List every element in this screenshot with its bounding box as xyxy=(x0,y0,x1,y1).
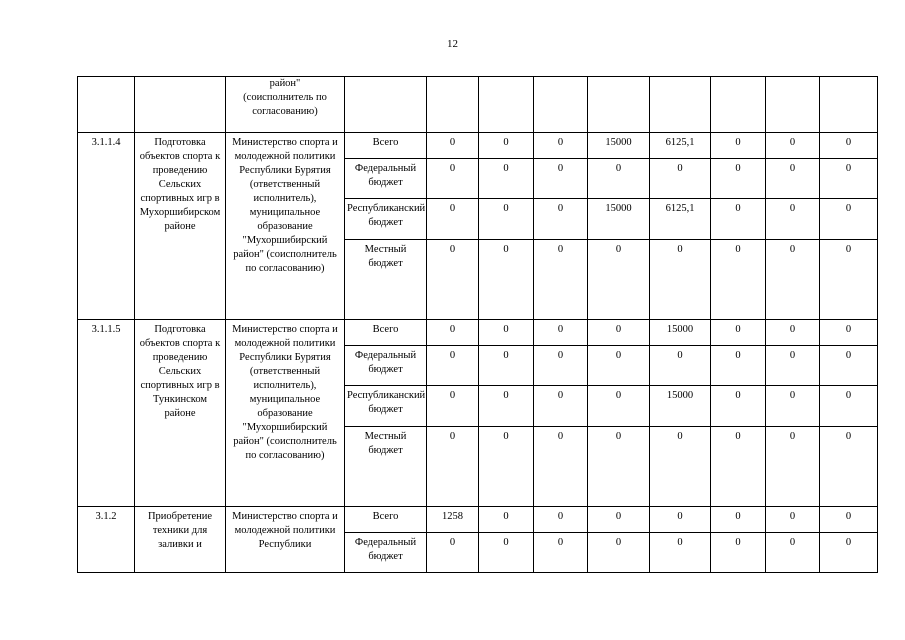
value-cell: 0 xyxy=(479,240,534,320)
measure-id-cell: 3.1.2 xyxy=(78,507,135,573)
value-cell: 0 xyxy=(534,533,588,573)
value-cell: 0 xyxy=(820,427,878,507)
table-row xyxy=(78,320,878,346)
value-cell: 0 xyxy=(534,346,588,386)
cont-id-cell xyxy=(78,77,135,133)
value-cell: 0 xyxy=(766,240,820,320)
cont-value-cell xyxy=(427,77,479,133)
value-cell: 0 xyxy=(650,507,711,533)
cont-value-cell xyxy=(479,77,534,133)
value-cell: 0 xyxy=(427,533,479,573)
funding-source-cell: Федеральный бюджет xyxy=(345,159,427,199)
measure-id-cell: 3.1.1.5 xyxy=(78,320,135,507)
value-cell: 0 xyxy=(820,386,878,427)
value-cell: 6125,1 xyxy=(650,133,711,159)
page-number: 12 xyxy=(447,38,458,50)
cont-name-cell xyxy=(135,77,226,133)
value-cell: 0 xyxy=(711,346,766,386)
value-cell: 0 xyxy=(534,507,588,533)
value-cell: 0 xyxy=(534,240,588,320)
table-row xyxy=(78,133,878,159)
value-cell: 0 xyxy=(711,240,766,320)
measure-name-cell: Приобретение техники для заливки и xyxy=(135,507,226,573)
value-cell: 0 xyxy=(711,507,766,533)
value-cell: 0 xyxy=(820,199,878,240)
value-cell: 0 xyxy=(766,320,820,346)
value-cell: 0 xyxy=(534,320,588,346)
funding-source-cell: Федеральный бюджет xyxy=(345,533,427,573)
funding-source-cell: Республиканский бюджет xyxy=(345,199,427,240)
value-cell: 0 xyxy=(820,133,878,159)
value-cell: 15000 xyxy=(650,320,711,346)
value-cell: 0 xyxy=(588,240,650,320)
value-cell: 0 xyxy=(820,320,878,346)
value-cell: 0 xyxy=(766,346,820,386)
value-cell: 0 xyxy=(427,320,479,346)
funding-source-cell: Всего xyxy=(345,320,427,346)
funding-source-cell: Местный бюджет xyxy=(345,240,427,320)
value-cell: 0 xyxy=(479,320,534,346)
value-cell: 0 xyxy=(766,159,820,199)
value-cell: 1258 xyxy=(427,507,479,533)
value-cell: 0 xyxy=(650,533,711,573)
value-cell: 0 xyxy=(820,533,878,573)
measure-name-cell: Подготовка объектов спорта к проведению Сельских спортивных игр в Тункинском районе xyxy=(135,320,226,507)
funding-source-cell: Республиканский бюджет xyxy=(345,386,427,427)
value-cell: 0 xyxy=(588,507,650,533)
cont-value-cell xyxy=(534,77,588,133)
value-cell: 0 xyxy=(766,427,820,507)
value-cell: 0 xyxy=(766,199,820,240)
value-cell: 0 xyxy=(588,386,650,427)
value-cell: 0 xyxy=(650,346,711,386)
value-cell: 0 xyxy=(820,159,878,199)
value-cell: 0 xyxy=(588,346,650,386)
value-cell: 0 xyxy=(650,159,711,199)
value-cell: 0 xyxy=(820,507,878,533)
value-cell: 0 xyxy=(534,386,588,427)
value-cell: 0 xyxy=(479,533,534,573)
executor-cell: Министерство спорта и молодежной политики Республики Бурятия (ответственный исполнитель), муниципальное образование "Мухоршибирский район" (соисполнитель по согласованию) xyxy=(226,320,345,507)
table-row xyxy=(78,507,878,533)
table-body xyxy=(78,77,878,573)
cont-executor-cell: район" (соисполнитель по согласованию) xyxy=(226,77,345,133)
cont-value-cell xyxy=(711,77,766,133)
cont-value-cell xyxy=(650,77,711,133)
value-cell: 0 xyxy=(427,199,479,240)
value-cell: 0 xyxy=(766,386,820,427)
value-cell: 0 xyxy=(820,346,878,386)
value-cell: 0 xyxy=(711,533,766,573)
value-cell: 15000 xyxy=(588,133,650,159)
value-cell: 0 xyxy=(711,133,766,159)
value-cell: 0 xyxy=(427,240,479,320)
funding-source-cell: Местный бюджет xyxy=(345,427,427,507)
value-cell: 0 xyxy=(479,199,534,240)
value-cell: 0 xyxy=(588,427,650,507)
value-cell: 0 xyxy=(766,533,820,573)
funding-source-cell: Федеральный бюджет xyxy=(345,346,427,386)
value-cell: 0 xyxy=(711,199,766,240)
value-cell: 0 xyxy=(534,159,588,199)
value-cell: 6125,1 xyxy=(650,199,711,240)
funding-source-cell: Всего xyxy=(345,133,427,159)
value-cell: 0 xyxy=(479,386,534,427)
value-cell: 15000 xyxy=(650,386,711,427)
value-cell: 0 xyxy=(479,346,534,386)
cont-source-cell xyxy=(345,77,427,133)
value-cell: 15000 xyxy=(588,199,650,240)
continuation-row xyxy=(78,77,878,133)
value-cell: 0 xyxy=(479,133,534,159)
cont-value-cell xyxy=(766,77,820,133)
value-cell: 0 xyxy=(766,507,820,533)
value-cell: 0 xyxy=(820,240,878,320)
value-cell: 0 xyxy=(711,320,766,346)
value-cell: 0 xyxy=(711,159,766,199)
value-cell: 0 xyxy=(711,427,766,507)
executor-cell: Министерство спорта и молодежной политики Республики Бурятия (ответственный исполнитель), муниципальное образование "Мухоршибирский район" (соисполнитель по согласованию) xyxy=(226,133,345,320)
value-cell: 0 xyxy=(588,320,650,346)
value-cell: 0 xyxy=(479,159,534,199)
measure-name-cell: Подготовка объектов спорта к проведению Сельских спортивных игр в Мухоршибирском районе xyxy=(135,133,226,320)
value-cell: 0 xyxy=(479,507,534,533)
value-cell: 0 xyxy=(427,427,479,507)
funding-source-cell: Всего xyxy=(345,507,427,533)
value-cell: 0 xyxy=(427,159,479,199)
value-cell: 0 xyxy=(427,386,479,427)
value-cell: 0 xyxy=(588,533,650,573)
value-cell: 0 xyxy=(588,159,650,199)
value-cell: 0 xyxy=(711,386,766,427)
value-cell: 0 xyxy=(534,427,588,507)
value-cell: 0 xyxy=(650,240,711,320)
value-cell: 0 xyxy=(479,427,534,507)
executor-cell: Министерство спорта и молодежной политики Республики xyxy=(226,507,345,573)
cont-value-cell xyxy=(820,77,878,133)
budget-table xyxy=(77,76,878,573)
cont-value-cell xyxy=(588,77,650,133)
value-cell: 0 xyxy=(766,133,820,159)
value-cell: 0 xyxy=(534,199,588,240)
value-cell: 0 xyxy=(650,427,711,507)
value-cell: 0 xyxy=(427,133,479,159)
value-cell: 0 xyxy=(534,133,588,159)
value-cell: 0 xyxy=(427,346,479,386)
measure-id-cell: 3.1.1.4 xyxy=(78,133,135,320)
